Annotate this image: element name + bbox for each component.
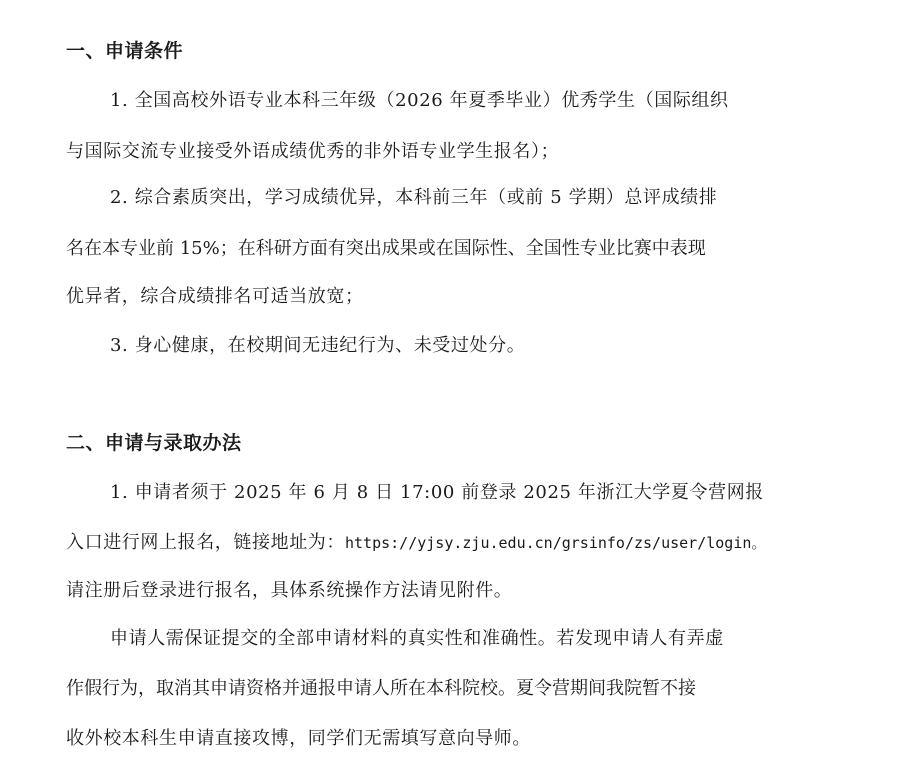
section-heading-application-conditions: 一、申请条件 bbox=[66, 40, 184, 62]
condition-item-1-line-1: 1. 全国高校外语专业本科三年级（2026 年夏季毕业）优秀学生（国际组织 bbox=[110, 90, 729, 111]
procedure-item-1-line-3: 请注册后登录进行报名，具体系统操作方法请见附件。 bbox=[66, 580, 513, 601]
authenticity-paragraph-line-1: 申请人需保证提交的全部申请材料的真实性和准确性。若发现申请人有弄虚 bbox=[110, 628, 724, 649]
procedure-item-1-line-2 bbox=[66, 530, 766, 556]
condition-item-3-line-1: 3. 身心健康，在校期间无违纪行为、未受过处分。 bbox=[110, 335, 526, 356]
condition-item-1-line-2: 与国际交流专业接受外语成绩优秀的非外语专业学生报名）； bbox=[66, 141, 560, 162]
condition-item-2-line-1: 2. 综合素质突出，学习成绩优异，本科前三年（或前 5 学期）总评成绩排 bbox=[110, 187, 718, 208]
registration-link[interactable]: https://yjsy.zju.edu.cn/grsinfo/zs/user/login。 bbox=[345, 534, 767, 552]
authenticity-paragraph-line-3: 收外校本科生申请直接攻博，同学们无需填写意向导师。 bbox=[66, 728, 531, 749]
section-heading-application-and-admission: 二、申请与录取办法 bbox=[66, 432, 242, 454]
condition-item-2-line-3: 优异者，综合成绩排名可适当放宽； bbox=[66, 286, 364, 307]
procedure-item-1-line-2-text: 入口进行网上报名，链接地址为： bbox=[66, 532, 345, 553]
authenticity-paragraph-line-2: 作假行为，取消其申请资格并通报申请人所在本科院校。夏令营期间我院暂不接 bbox=[66, 678, 696, 699]
condition-item-2-line-2: 名在本专业前 15%；在科研方面有突出成果或在国际性、全国性专业比赛中表现 bbox=[66, 238, 706, 259]
procedure-item-1-line-1: 1. 申请者须于 2025 年 6 月 8 日 17:00 前登录 2025 年浙江大学夏令营网报 bbox=[110, 482, 764, 503]
